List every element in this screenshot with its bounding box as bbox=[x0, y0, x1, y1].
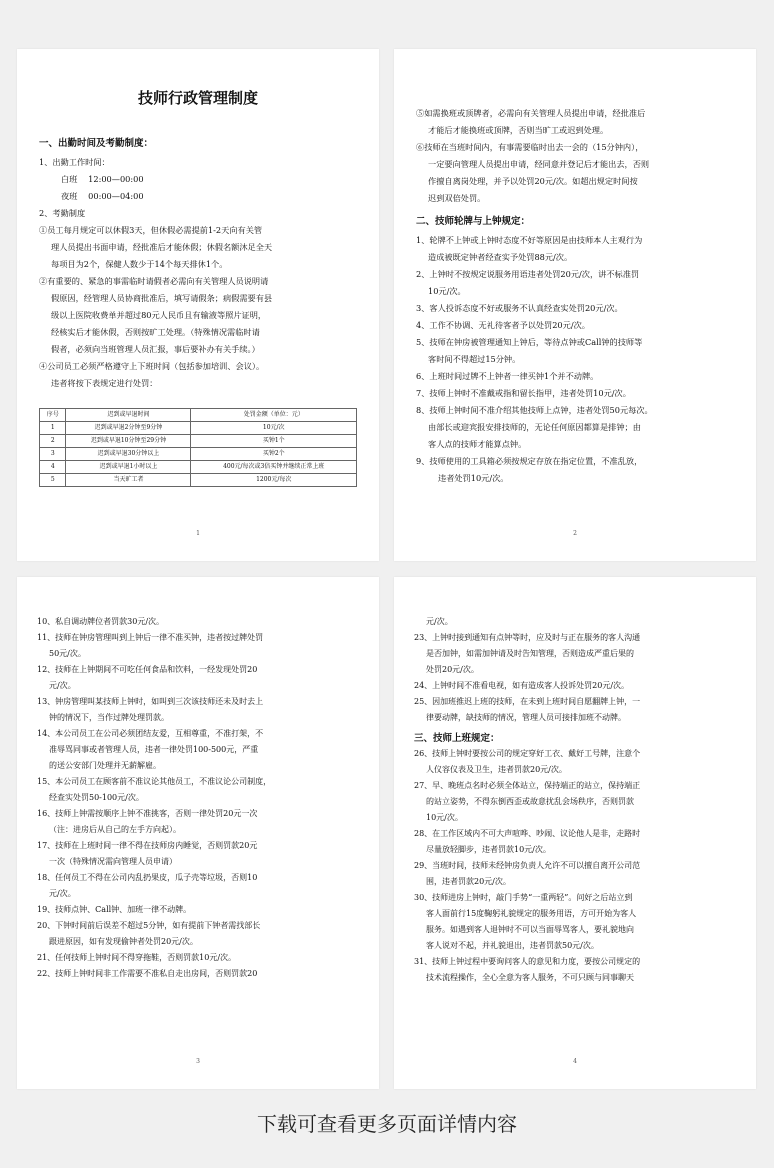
text-line: 的站立姿势，不得东倒西歪或故意扰乱会场秩序，否则罚款 bbox=[426, 797, 634, 806]
table-cell: 2 bbox=[40, 435, 66, 448]
table-row bbox=[40, 422, 357, 435]
text-line: 尽量放轻脚步，违者罚款10元/次。 bbox=[426, 845, 551, 854]
text-line: 4、工作不协调、无礼待客者予以处罚20元/次。 bbox=[416, 320, 590, 330]
text-line: 14、本公司员工在公司必须团结友爱，互相尊重，不准打架，不 bbox=[37, 729, 264, 738]
text-line: 服务。如遇到客人退钟时不可以当面辱骂客人，要礼貌地向 bbox=[426, 925, 634, 934]
section-heading: 三、技师上班规定： bbox=[414, 733, 500, 744]
page-number: 1 bbox=[196, 530, 200, 537]
table-cell: 迟到或早退10分钟至29分钟 bbox=[66, 435, 191, 448]
table-cell: 迟到或早退30分钟以上 bbox=[66, 448, 191, 461]
text-line: 27、早、晚班点名时必须全体站立，保持端正的站立，保持端正 bbox=[414, 781, 641, 790]
table-cell: 迟到或早退2分钟至9分钟 bbox=[66, 422, 191, 435]
text-line: 造成被既定钟者经查实予处罚88元/次。 bbox=[428, 252, 573, 262]
text-line: 违者将按下表规定进行处罚： bbox=[51, 378, 158, 388]
text-line: 一次（特殊情况需向管理人员申请） bbox=[49, 857, 177, 866]
text-line: 23、上钟时接到通知有点钟等时，应及时与正在服务的客人沟通 bbox=[414, 633, 641, 642]
penalty-table bbox=[39, 408, 357, 487]
text-line: 9、技师使用的工具箱必须按规定存放在指定位置，不准乱放， bbox=[416, 456, 643, 466]
text-line: 3、客人投诉态度不好或服务不认真经查实处罚20元/次。 bbox=[416, 303, 623, 313]
text-line: 10、私自调动牌位者罚款30元/次。 bbox=[37, 617, 165, 626]
text-line: ②有重要的、紧急的事需临时请假者必需向有关管理人员说明请 bbox=[39, 276, 269, 286]
table-cell: 当天旷工者 bbox=[66, 474, 191, 487]
page-number: 4 bbox=[573, 1058, 577, 1065]
table-header-cell: 处罚金额（单位：元） bbox=[191, 409, 357, 422]
section-heading: 一、出勤时间及考勤制度： bbox=[39, 138, 154, 149]
text-line: ⑥技师在当班时间内，有事需要临时出去一会的（15分钟内）， bbox=[416, 142, 644, 152]
table-cell: 3 bbox=[40, 448, 66, 461]
text-line: 人仪容仪表及卫生，违者罚款20元/次。 bbox=[426, 765, 567, 774]
text-line: 技术流程操作，全心全意为客人服务，不可只顾与同事聊天 bbox=[426, 973, 634, 982]
table-row bbox=[40, 435, 357, 448]
section-heading: 二、技师轮牌与上钟规定： bbox=[416, 216, 531, 227]
download-more-banner[interactable]: 下载可查看更多页面详情内容 bbox=[257, 1112, 517, 1136]
table-header-cell: 序号 bbox=[40, 409, 66, 422]
text-line: 理人员提出书面申请，经批准后才能休假；休假名额沐足全天 bbox=[51, 242, 273, 252]
table-header-row bbox=[40, 409, 357, 422]
text-line: 19、技师点钟、Call钟、加班一律不动牌。 bbox=[37, 905, 192, 914]
table-header-cell: 迟到或早退时间 bbox=[66, 409, 191, 422]
page-number: 2 bbox=[573, 530, 577, 537]
text-line: 13、钟房管理叫某技师上钟时，如叫到三次该技师还未及时去上 bbox=[37, 697, 264, 706]
text-line: 6、上班时间过牌不上钟者一律买钟1个并不动牌。 bbox=[416, 371, 599, 381]
table-cell: 5 bbox=[40, 474, 66, 487]
text-line: 元/次。 bbox=[49, 681, 76, 690]
text-line: 8、技师上钟时间不准介绍其他技师上点钟，违者处罚50元每次。 bbox=[416, 405, 653, 415]
text-line: ⑤如需换班或顶牌者，必需向有关管理人员提出申请，经批准后 bbox=[416, 108, 646, 118]
text-line: 10元/次。 bbox=[426, 813, 463, 822]
text-line: 29、当班时间，技师未经钟房负责人允许不可以擅自离开公司范 bbox=[414, 861, 641, 870]
document-title: 技师行政管理制度 bbox=[137, 89, 258, 107]
text-line: 2、考勤制度 bbox=[39, 208, 86, 218]
document-page-1 bbox=[17, 49, 379, 561]
text-line: 级以上医院收费单并超过80元人民币且有输液等照片证明， bbox=[51, 310, 267, 320]
text-line: 元/次。 bbox=[426, 617, 453, 626]
text-line: ①员工每月规定可以休假3天，但休假必需提前1-2天向有关管 bbox=[39, 225, 263, 235]
text-line: 律要动牌，缺技师的情况，管理人员可接排加班不动牌。 bbox=[426, 713, 626, 722]
text-line: 元/次。 bbox=[49, 889, 76, 898]
table-cell: 400元/每次或3倍买钟并继续正常上班 bbox=[191, 461, 357, 474]
text-line: 20、下钟时间前后误差不超过5分钟，如有提前下钟者需找部长 bbox=[37, 921, 261, 930]
text-line: 18、任何员工不得在公司内乱扔果皮，瓜子壳等垃圾，否则10 bbox=[37, 873, 258, 882]
document-page-3 bbox=[17, 577, 379, 1089]
text-line: 26、技师上钟时要按公司的规定穿好工衣、戴好工号牌，注意个 bbox=[414, 749, 641, 758]
text-line: 25、因加班推迟上班的技师，在未到上班时间自愿翻牌上钟，一 bbox=[414, 697, 641, 706]
text-line: 是否加钟，如需加钟请及时告知管理，否则造成严重后果的 bbox=[426, 649, 634, 658]
text-line: 经查实处罚50-100元/次。 bbox=[49, 793, 144, 802]
text-line: 准辱骂同事或者管理人员，违者一律处罚100-500元，严重 bbox=[49, 745, 259, 754]
text-line: 假者，必须向当班管理人员汇报，事后要补办有关手续。） bbox=[51, 344, 260, 354]
text-line: ④公司员工必须严格遵守上下班时间（包括参加培训、会议）。 bbox=[39, 361, 265, 371]
text-line: 50元/次。 bbox=[49, 649, 86, 658]
text-line: 12、技师在上钟期间不可吃任何食品和饮料，一经发现处罚20 bbox=[37, 665, 258, 674]
text-line: 24、上钟时间不准看电视，如有造成客人投诉处罚20元/次。 bbox=[414, 681, 630, 690]
text-line: 处罚20元/次。 bbox=[426, 665, 479, 674]
text-line: 5、技师在钟房被管理通知上钟后，等待点钟或Call钟的技师等 bbox=[416, 337, 643, 347]
text-line: 1、出勤工作时间： bbox=[39, 157, 110, 167]
table-cell: 1 bbox=[40, 422, 66, 435]
document-page-2 bbox=[394, 49, 756, 561]
table-cell: 迟到或早退1小时以上 bbox=[66, 461, 191, 474]
text-line: 白班 12:00—00:00 bbox=[61, 174, 144, 184]
text-line: 31、技师上钟过程中要询问客人的意见和力度，要按公司规定的 bbox=[414, 957, 641, 966]
text-line: 一定要向管理人员提出申请，经同意并登记后才能出去，否则 bbox=[428, 159, 650, 169]
text-line: 17、技师在上班时间一律不得在技师房内睡觉，否则罚款20元 bbox=[37, 841, 258, 850]
text-line: 经核实后才能休假，否则按旷工处理。（特殊情况需临时请 bbox=[51, 327, 260, 337]
text-line: 每项目为2个，保健人数少于14个每天排休1个。 bbox=[51, 259, 228, 269]
text-line: 客人点的技师才能算点钟。 bbox=[428, 439, 527, 449]
text-line: 围，违者罚款20元/次。 bbox=[426, 877, 511, 886]
page-number: 3 bbox=[196, 1058, 200, 1065]
text-line: 迟到双倍处罚。 bbox=[428, 193, 486, 203]
text-line: 10元/次。 bbox=[428, 286, 466, 296]
table-cell: 买钟1个 bbox=[191, 435, 357, 448]
text-line: 15、本公司员工在顾客前不准议论其他员工，不准议论公司制度， bbox=[37, 777, 272, 786]
text-line: 客时间不得超过15分钟。 bbox=[428, 354, 521, 364]
text-line: （注：进房后从自己的左手方向起）。 bbox=[49, 825, 181, 834]
text-line: 夜班 00:00—04:00 bbox=[61, 191, 144, 201]
table-cell: 买钟2个 bbox=[191, 448, 357, 461]
text-line: 钟的情况下，当作过牌处理罚款。 bbox=[49, 713, 169, 722]
text-line: 22、技师上钟时间非工作需要不准私自走出房间，否则罚款20 bbox=[37, 969, 258, 978]
table-cell: 1200元/每次 bbox=[191, 474, 357, 487]
text-line: 7、技师上钟时不准戴戒指和留长指甲，违者处罚10元/次。 bbox=[416, 388, 631, 398]
table-cell: 10元/次 bbox=[191, 422, 357, 435]
text-line: 28、在工作区域内不可大声喧哗、吵闹、议论他人是非，走路时 bbox=[414, 829, 641, 838]
text-line: 的送公安部门处理并无薪解雇。 bbox=[49, 761, 161, 770]
text-line: 客人说对不起，并礼貌退出，违者罚款50元/次。 bbox=[426, 941, 599, 950]
text-line: 作擅自离岗处理，并予以处罚20元/次。如超出规定时间按 bbox=[428, 176, 638, 186]
text-line: 2、上钟时不按规定说服务用语违者处罚20元/次，讲不标准罚 bbox=[416, 269, 640, 279]
text-line: 1、轮牌不上钟或上钟时态度不好等原因是由技师本人主观行为 bbox=[416, 235, 643, 245]
text-line: 30、技师进房上钟时，敲门手势“一重两轻”。问好之后站立到 bbox=[414, 893, 633, 902]
text-line: 才能后才能换班或顶牌，否则当旷工或迟到处理。 bbox=[428, 125, 609, 135]
table-cell: 4 bbox=[40, 461, 66, 474]
text-line: 客人面前行15度鞠躬礼貌规定的服务用语，方可开始为客人 bbox=[426, 909, 637, 918]
text-line: 假原因，经管理人员协商批准后，填写请假条；病假需要有县 bbox=[51, 293, 273, 303]
text-line: 违者处罚10元/次。 bbox=[438, 473, 509, 483]
text-line: 跟进原因，如有发现偷钟者处罚20元/次。 bbox=[49, 937, 198, 946]
text-line: 11、技师在钟房管理叫到上钟后一律不准买钟，违者按过牌处罚 bbox=[37, 633, 264, 642]
text-line: 由部长或迎宾报安排技师的，无论任何原因都算是排钟；由 bbox=[428, 422, 641, 432]
table-row bbox=[40, 474, 357, 487]
table-row bbox=[40, 461, 357, 474]
text-line: 16、技师上钟需按顺序上钟不准挑客，否则一律处罚20元一次 bbox=[37, 809, 258, 818]
document-page-4 bbox=[394, 577, 756, 1089]
table-row bbox=[40, 448, 357, 461]
text-line: 21、任何技师上钟时间不得穿拖鞋，否则罚款10元/次。 bbox=[37, 953, 237, 962]
